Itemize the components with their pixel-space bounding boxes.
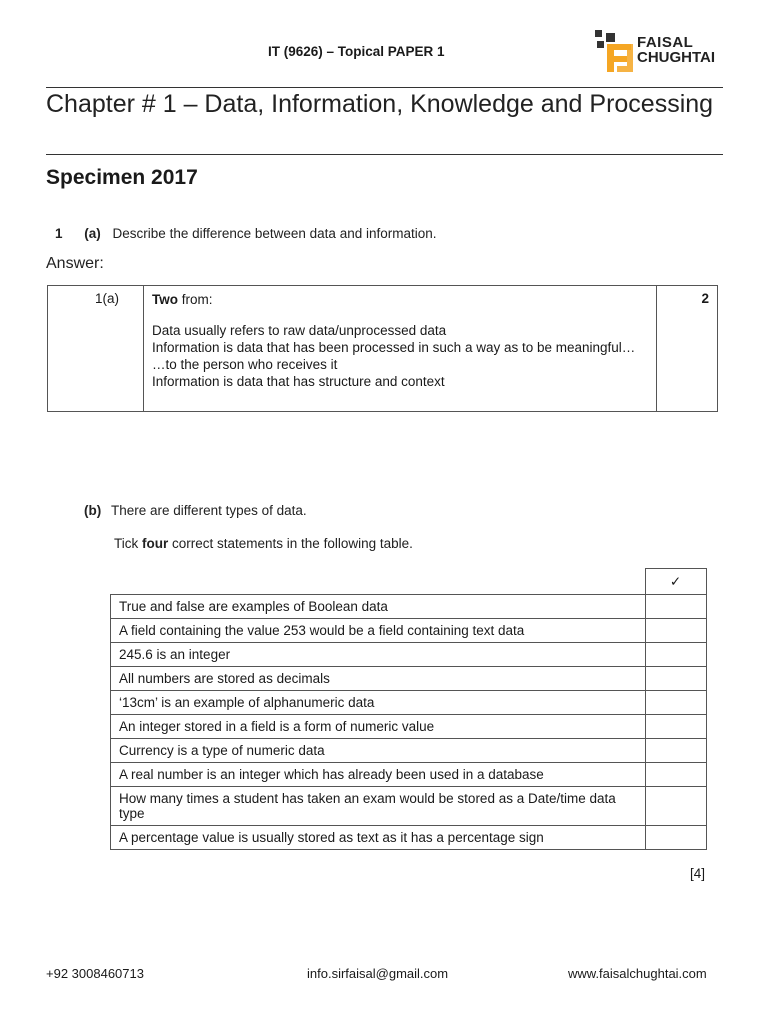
table-row	[111, 739, 707, 763]
question-text: There are different types of data.	[111, 503, 307, 518]
header-title: IT (9626) – Topical PAPER 1	[268, 44, 445, 59]
question-1a	[55, 226, 437, 241]
tick-table	[110, 568, 707, 850]
footer-email: info.sirfaisal@gmail.com	[307, 966, 449, 981]
answer-marks: 2	[657, 286, 718, 412]
table-row	[111, 619, 707, 643]
answer-intro-rest: from:	[178, 292, 213, 307]
instruction-post: correct statements in the following table.	[168, 536, 413, 551]
answer-line: Information is data that has been processed in such a way as to be meaningful…	[152, 340, 636, 355]
table-row	[111, 826, 707, 850]
table-row	[111, 595, 707, 619]
question-part-label: (a)	[84, 226, 101, 241]
answer-row	[48, 286, 718, 412]
tick-box[interactable]	[645, 715, 706, 739]
logo-line1: FAISAL	[637, 34, 694, 51]
answer-content	[144, 286, 657, 412]
instruction-bold: four	[142, 536, 169, 551]
chapter-title: Chapter # 1 – Data, Information, Knowledge and Processing	[46, 90, 714, 118]
instruction-pre: Tick	[114, 536, 142, 551]
tick-box[interactable]	[645, 826, 706, 850]
answer-line: Data usually refers to raw data/unprocessed data	[152, 323, 447, 338]
specimen-heading: Specimen 2017	[46, 166, 198, 189]
question-part-label: (b)	[84, 503, 102, 518]
question-1b	[84, 503, 307, 518]
tick-box[interactable]	[645, 667, 706, 691]
answer-intro-bold: Two	[152, 292, 178, 307]
statement-cell: 245.6 is an integer	[111, 643, 646, 667]
answer-table	[47, 285, 718, 412]
tick-box[interactable]	[645, 787, 706, 826]
tick-instruction	[114, 536, 413, 551]
question-text: Describe the difference between data and information.	[112, 226, 437, 241]
statement-cell: All numbers are stored as decimals	[111, 667, 646, 691]
tick-box[interactable]	[645, 643, 706, 667]
answer-ref: 1(a)	[48, 286, 144, 412]
statement-cell: A field containing the value 253 would be a field containing text data	[111, 619, 646, 643]
footer-phone: +92 3008460713	[46, 966, 144, 981]
statement-cell: True and false are examples of Boolean data	[111, 595, 646, 619]
statement-cell: A real number is an integer which has already been used in a database	[111, 763, 646, 787]
answer-line: …to the person who receives it	[152, 357, 338, 372]
statement-cell: ‘13cm’ is an example of alphanumeric data	[111, 691, 646, 715]
table-row	[111, 787, 707, 826]
tick-table-header	[111, 569, 707, 595]
logo-icon	[595, 30, 639, 76]
footer-website: www.faisalchughtai.com	[568, 966, 707, 981]
tick-box[interactable]	[645, 739, 706, 763]
header-spacer	[111, 569, 646, 595]
table-row	[111, 715, 707, 739]
tick-header: ✓	[645, 569, 706, 595]
question-number: 1	[55, 226, 63, 241]
answer-line: Information is data that has structure and context	[152, 374, 445, 389]
title-divider	[46, 154, 723, 155]
tick-box[interactable]	[645, 595, 706, 619]
tick-box[interactable]	[645, 691, 706, 715]
logo-text	[637, 35, 715, 65]
statement-cell: An integer stored in a field is a form of numeric value	[111, 715, 646, 739]
answer-intro	[152, 291, 648, 308]
table-row	[111, 763, 707, 787]
statement-cell: Currency is a type of numeric data	[111, 739, 646, 763]
total-marks: [4]	[690, 866, 706, 881]
statement-cell: How many times a student has taken an exam would be stored as a Date/time data type	[111, 787, 646, 826]
answer-label: Answer:	[46, 255, 104, 272]
tick-box[interactable]	[645, 619, 706, 643]
table-row	[111, 643, 707, 667]
table-row	[111, 691, 707, 715]
table-row	[111, 667, 707, 691]
tick-box[interactable]	[645, 763, 706, 787]
statement-cell: A percentage value is usually stored as text as it has a percentage sign	[111, 826, 646, 850]
logo-line2: CHUGHTAI	[637, 49, 716, 66]
